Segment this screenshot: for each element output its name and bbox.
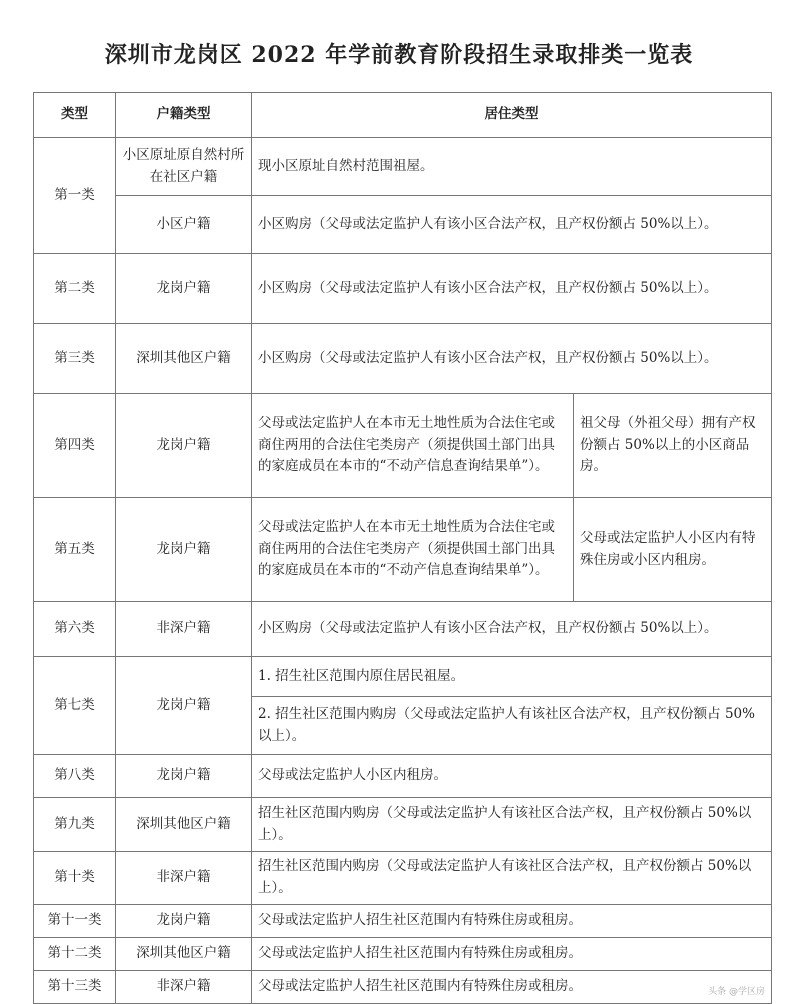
residence-cell: 1. 招生社区范围内原住居民祖屋。 bbox=[252, 657, 772, 697]
residence-cell: 招生社区范围内购房（父母或法定监护人有该社区合法产权，且产权份额占 50%以上）。 bbox=[252, 852, 772, 905]
residence-cell: 父母或法定监护人招生社区范围内有特殊住房或租房。 bbox=[252, 905, 772, 938]
residence-alt-cell: 父母或法定监护人小区内有特殊住房或小区内租房。 bbox=[574, 498, 772, 602]
hukou-cell: 龙岗户籍 bbox=[116, 905, 252, 938]
table-row bbox=[34, 254, 772, 324]
admission-category-table bbox=[33, 92, 772, 1004]
category-cell: 第七类 bbox=[34, 657, 116, 755]
hukou-cell: 小区户籍 bbox=[116, 196, 252, 254]
residence-cell: 小区购房（父母或法定监护人有该小区合法产权，且产权份额占 50%以上）。 bbox=[252, 254, 772, 324]
residence-cell: 父母或法定监护人招生社区范围内有特殊住房或租房。 bbox=[252, 971, 772, 1004]
category-cell: 第五类 bbox=[34, 498, 116, 602]
residence-cell: 现小区原址自然村范围祖屋。 bbox=[252, 138, 772, 196]
hukou-cell: 龙岗户籍 bbox=[116, 394, 252, 498]
table-row bbox=[34, 196, 772, 254]
hukou-cell: 龙岗户籍 bbox=[116, 657, 252, 755]
category-cell: 第十三类 bbox=[34, 971, 116, 1004]
hukou-cell: 非深户籍 bbox=[116, 971, 252, 1004]
table-row bbox=[34, 755, 772, 798]
residence-cell: 父母或法定监护人在本市无土地性质为合法住宅或商住两用的合法住宅类房产（须提供国土部门出具的家庭成员在本市的“不动产信息查询结果单”）。 bbox=[252, 394, 574, 498]
category-cell: 第九类 bbox=[34, 798, 116, 852]
residence-cell: 父母或法定监护人在本市无土地性质为合法住宅或商住两用的合法住宅类房产（须提供国土部门出具的家庭成员在本市的“不动产信息查询结果单”）。 bbox=[252, 498, 574, 602]
page-title: 深圳市龙岗区 2022 年学前教育阶段招生录取排类一览表 bbox=[104, 42, 694, 68]
residence-cell: 招生社区范围内购房（父母或法定监护人有该社区合法产权，且产权份额占 50%以上）。 bbox=[252, 798, 772, 852]
residence-alt-cell: 祖父母（外祖父母）拥有产权份额占 50%以上的小区商品房。 bbox=[574, 394, 772, 498]
hukou-cell: 龙岗户籍 bbox=[116, 755, 252, 798]
residence-cell: 2. 招生社区范围内购房（父母或法定监护人有该社区合法产权，且产权份额占 50%以上）。 bbox=[252, 697, 772, 755]
hukou-cell: 深圳其他区户籍 bbox=[116, 798, 252, 852]
hukou-cell: 龙岗户籍 bbox=[116, 254, 252, 324]
category-cell: 第八类 bbox=[34, 755, 116, 798]
table-row bbox=[34, 657, 772, 697]
header-hukou: 户籍类型 bbox=[116, 93, 252, 138]
hukou-cell: 龙岗户籍 bbox=[116, 498, 252, 602]
category-cell: 第一类 bbox=[34, 138, 116, 254]
table-row bbox=[34, 798, 772, 852]
table-row bbox=[34, 324, 772, 394]
table-row bbox=[34, 971, 772, 1004]
table-header-row bbox=[34, 93, 772, 138]
residence-cell: 小区购房（父母或法定监护人有该小区合法产权，且产权份额占 50%以上）。 bbox=[252, 196, 772, 254]
hukou-cell: 深圳其他区户籍 bbox=[116, 324, 252, 394]
table-row bbox=[34, 602, 772, 657]
hukou-cell: 非深户籍 bbox=[116, 602, 252, 657]
hukou-cell: 非深户籍 bbox=[116, 852, 252, 905]
watermark: 头条 @学区房 bbox=[708, 987, 765, 997]
category-cell: 第六类 bbox=[34, 602, 116, 657]
header-type: 类型 bbox=[34, 93, 116, 138]
category-cell: 第十类 bbox=[34, 852, 116, 905]
hukou-cell: 小区原址原自然村所在社区户籍 bbox=[116, 138, 252, 196]
table-row bbox=[34, 498, 772, 602]
table-row bbox=[34, 394, 772, 498]
category-cell: 第二类 bbox=[34, 254, 116, 324]
hukou-cell: 深圳其他区户籍 bbox=[116, 938, 252, 971]
residence-cell: 父母或法定监护人招生社区范围内有特殊住房或租房。 bbox=[252, 938, 772, 971]
table-row bbox=[34, 138, 772, 196]
table-row bbox=[34, 852, 772, 905]
table-row bbox=[34, 938, 772, 971]
category-cell: 第十一类 bbox=[34, 905, 116, 938]
table-row bbox=[34, 905, 772, 938]
category-cell: 第十二类 bbox=[34, 938, 116, 971]
category-cell: 第三类 bbox=[34, 324, 116, 394]
residence-cell: 小区购房（父母或法定监护人有该小区合法产权，且产权份额占 50%以上）。 bbox=[252, 602, 772, 657]
category-cell: 第四类 bbox=[34, 394, 116, 498]
residence-cell: 父母或法定监护人小区内租房。 bbox=[252, 755, 772, 798]
residence-cell: 小区购房（父母或法定监护人有该小区合法产权，且产权份额占 50%以上）。 bbox=[252, 324, 772, 394]
header-residence: 居住类型 bbox=[252, 93, 772, 138]
